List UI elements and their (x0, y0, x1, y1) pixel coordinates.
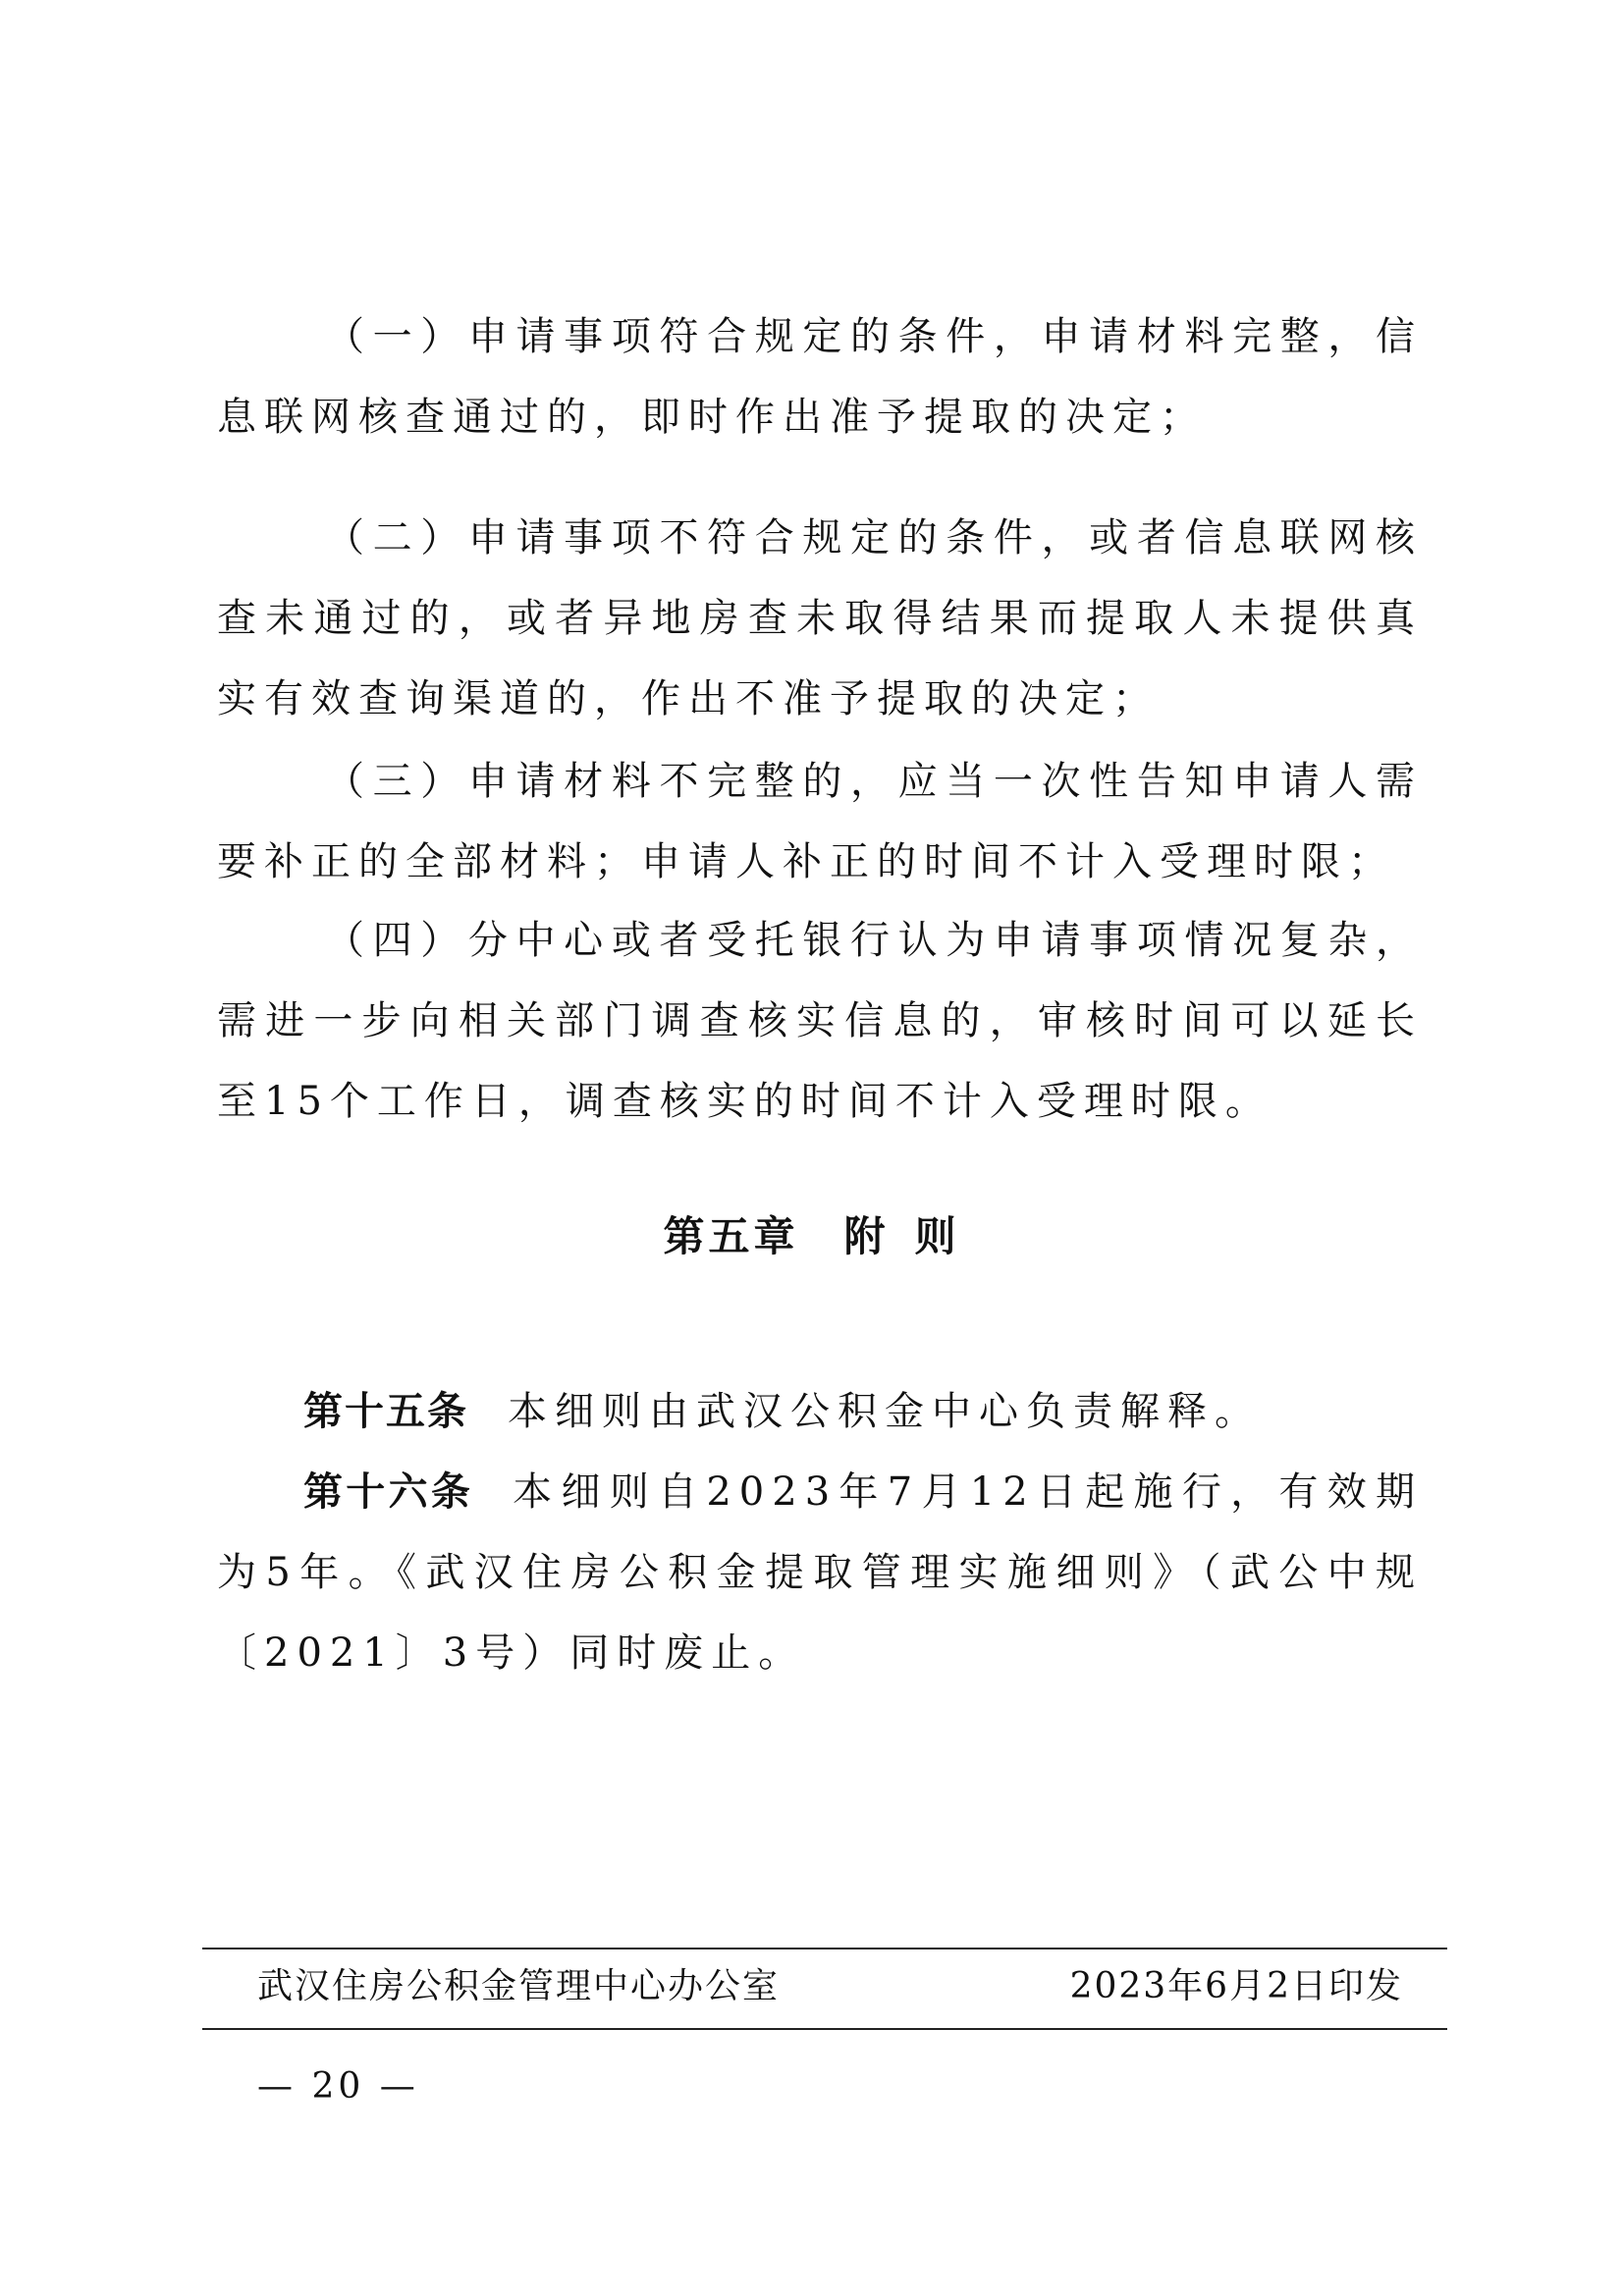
footer-bottom-divider (202, 2028, 1447, 2030)
chapter-heading (0, 1204, 1623, 1263)
chapter-title-part1: 附 (843, 1212, 890, 1260)
article-15 (217, 1371, 1423, 1452)
article-16-label: 第十六条 (303, 1469, 474, 1515)
paragraph-item-2: （二）申请事项不符合规定的条件，或者信息联网核查未通过的，或者异地房查未取得结果而提取人未提供真实有效查询渠道的，作出不准予提取的决定； (217, 515, 1423, 721)
footer-issuer: 武汉住房公积金管理中心办公室 (257, 1966, 781, 2006)
article-15-text: 本细则由武汉公积金中心负责解释。 (508, 1389, 1262, 1434)
page-number: — 20 — (257, 2066, 419, 2107)
chapter-number: 第五章 (663, 1212, 799, 1260)
paragraph-item-4: （四）分中心或者受托银行认为申请事项情况复杂，需进一步向相关部门调查核实信息的，审核时间可以延长至15个工作日，调查核实的时间不计入受理时限。 (217, 918, 1423, 1124)
paragraph-item-1: （一）申请事项符合规定的条件，申请材料完整，信息联网核查通过的，即时作出准予提取的决定； (217, 314, 1423, 440)
footer-issue-date: 2023年6月2日印发 (1069, 1966, 1403, 2006)
article-16-text: 本细则自2023年7月12日起施行，有效期为5年。《武汉住房公积金提取管理实施细则》（武公中规〔2021〕3号）同时废止。 (217, 1469, 1423, 1676)
footer-top-divider (202, 1948, 1447, 1949)
chapter-title-part2: 则 (914, 1212, 960, 1260)
paragraph-item-3: （三）申请材料不完整的，应当一次性告知申请人需要补正的全部材料；申请人补正的时间不计入受理时限； (217, 759, 1423, 884)
article-15-label: 第十五条 (303, 1389, 468, 1434)
article-16 (217, 1452, 1423, 1693)
